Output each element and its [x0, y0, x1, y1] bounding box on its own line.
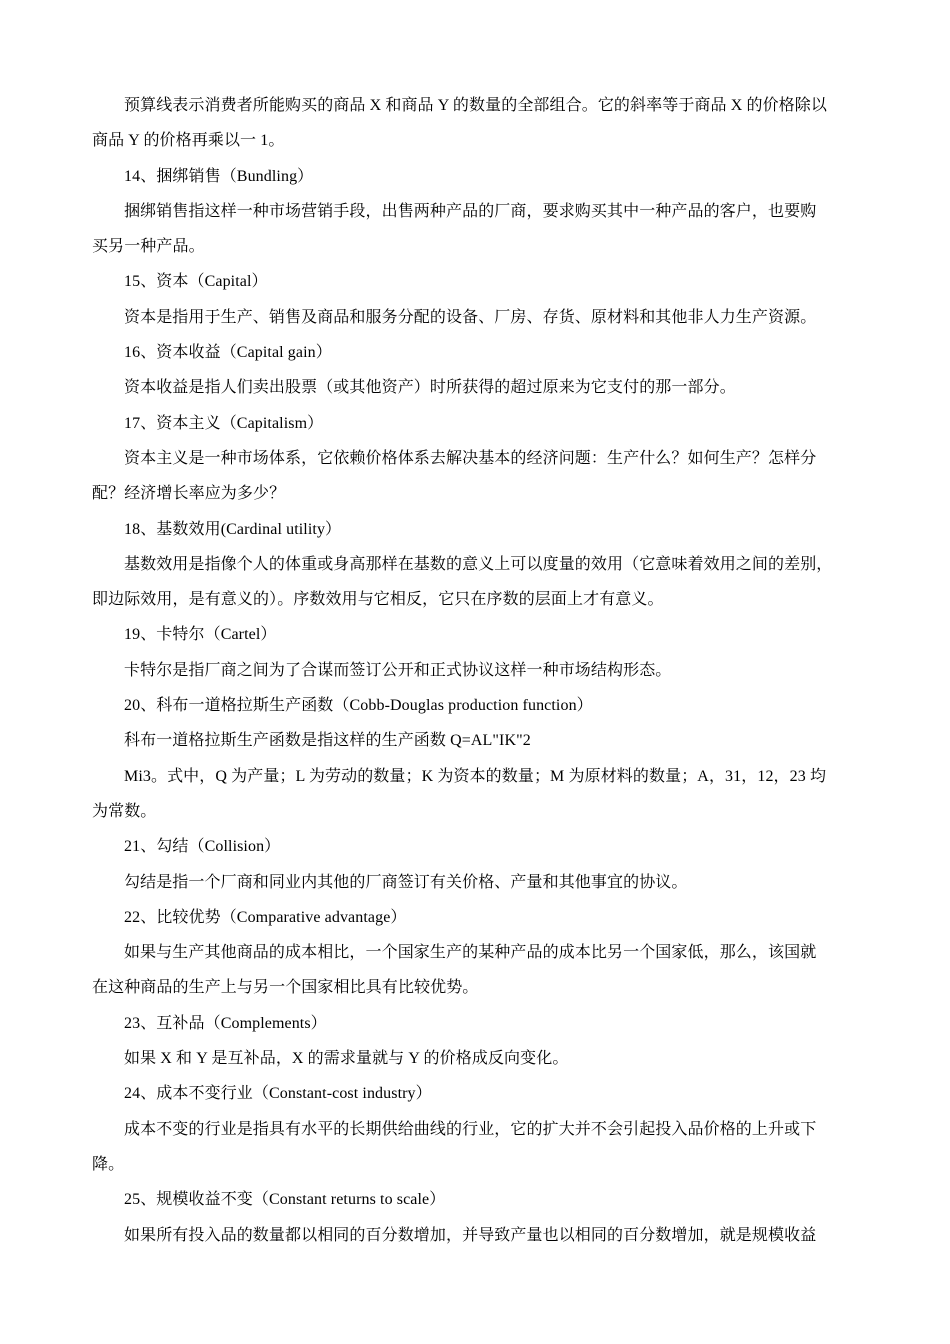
text-line: 14、捆绑销售（Bundling） — [124, 167, 314, 185]
text-line: 在这种商品的生产上与另一个国家相比具有比较优势。 — [92, 979, 479, 997]
text-line: 预算线表示消费者所能购买的商品 X 和商品 Y 的数量的全部组合。它的斜率等于商品 X 的价格除以 — [124, 97, 827, 114]
text-line: 22、比较优势（Comparative advantage） — [124, 908, 407, 926]
text-line: 科布一道格拉斯生产函数是指这样的生产函数 Q=AL"IK"2 — [124, 732, 531, 750]
text-line: 21、勾结（Collision） — [124, 838, 281, 856]
text-line: 如果 X 和 Y 是互补品，X 的需求量就与 Y 的价格成反向变化。 — [124, 1050, 569, 1068]
text-line: Mi3。式中，Q 为产量；L 为劳动的数量；K 为资本的数量；M 为原材料的数量；A，31，12，23 均 — [124, 767, 827, 785]
text-line: 20、科布一道格拉斯生产函数（Cobb-Douglas production function） — [124, 697, 593, 715]
text-line: 即边际效用，是有意义的）。序数效用与它相反，它只在序数的层面上才有意义。 — [92, 591, 664, 609]
text-line: 捆绑销售指这样一种市场营销手段，出售两种产品的厂商，要求购买其中一种产品的客户，也要购 — [124, 202, 817, 220]
text-line: 勾结是指一个厂商和同业内其他的厂商签订有关价格、产量和其他事宜的协议。 — [124, 873, 688, 891]
text-line: 如果所有投入品的数量都以相同的百分数增加，并导致产量也以相同的百分数增加，就是规模收益 — [124, 1226, 817, 1244]
text-line: 成本不变的行业是指具有水平的长期供给曲线的行业，它的扩大并不会引起投入品价格的上升或下 — [124, 1120, 817, 1138]
text-line: 19、卡特尔（Cartel） — [124, 626, 277, 644]
text-line: 24、成本不变行业（Constant-cost industry） — [124, 1085, 432, 1103]
text-line: 配？经济增长率应为多少？ — [92, 485, 286, 503]
text-line: 资本是指用于生产、销售及商品和服务分配的设备、厂房、存货、原材料和其他非人力生产资源。 — [124, 308, 817, 326]
text-line: 资本收益是指人们卖出股票（或其他资产）时所获得的超过原来为它支付的那一部分。 — [124, 379, 736, 397]
text-line: 25、规模收益不变（Constant returns to scale） — [124, 1191, 446, 1209]
text-line: 基数效用是指像个人的体重或身高那样在基数的意义上可以度量的效用（它意味着效用之间的差别， — [124, 555, 833, 573]
text-line: 买另一种产品。 — [92, 238, 205, 256]
text-line: 资本主义是一种市场体系，它依赖价格体系去解决基本的经济问题：生产什么？如何生产？怎样分 — [124, 449, 817, 467]
text-line: 17、资本主义（Capitalism） — [124, 414, 324, 432]
text-line: 18、基数效用(Cardinal utility） — [124, 520, 342, 538]
text-line: 卡特尔是指厂商之间为了合谋而签订公开和正式协议这样一种市场结构形态。 — [124, 661, 672, 679]
text-line: 为常数。 — [92, 802, 157, 820]
text-line: 23、互补品（Complements） — [124, 1014, 327, 1032]
text-line: 商品 Y 的价格再乘以一 1。 — [92, 132, 285, 150]
text-line: 15、资本（Capital） — [124, 273, 268, 291]
text-line: 16、资本收益（Capital gain） — [124, 344, 332, 362]
text-line: 如果与生产其他商品的成本相比，一个国家生产的某种产品的成本比另一个国家低，那么，该国就 — [124, 944, 817, 962]
text-line: 降。 — [92, 1155, 125, 1173]
document-page — [92, 88, 862, 1253]
